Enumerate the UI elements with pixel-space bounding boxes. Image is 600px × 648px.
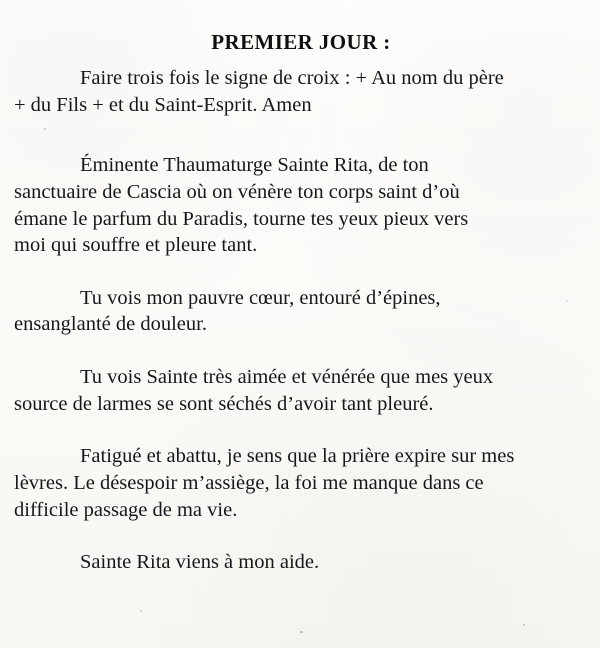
spacer — [14, 259, 588, 285]
spacer — [14, 55, 588, 65]
page-title: PREMIER JOUR : — [211, 30, 391, 54]
paragraph-line: lèvres. Le désespoir m’assiège, la foi me manque dans ce — [14, 472, 484, 495]
paragraph-invocation — [14, 152, 588, 259]
scan-speck — [300, 631, 303, 633]
spacer — [14, 523, 588, 549]
paragraph-fatigue — [14, 443, 588, 523]
paragraph-line: source de larmes se sont séchés d’avoir tant pleuré. — [14, 392, 434, 415]
paragraph-line: sanctuaire de Cascia où on vénère ton corps saint d’où — [14, 180, 460, 203]
paragraph-line: émane le parfum du Paradis, tourne tes yeux pieux vers — [14, 207, 469, 230]
paragraph-line: Fatigué et abattu, je sens que la prière expire sur mes — [80, 445, 515, 468]
paragraph-line: Tu vois Sainte très aimée et vénérée que mes yeux — [80, 366, 494, 389]
scan-speck — [566, 300, 568, 302]
paragraph-coeur — [14, 285, 588, 338]
paragraph-line: Sainte Rita viens à mon aide. — [80, 551, 320, 574]
spacer — [14, 338, 588, 364]
paragraph-line: Faire trois fois le signe de croix : + Au nom du père — [80, 67, 504, 89]
scan-speck — [44, 128, 46, 130]
paragraph-line: moi qui souffre et pleure tant. — [14, 234, 258, 257]
paragraph-appel — [14, 549, 588, 576]
paragraph-larmes — [14, 364, 588, 417]
spacer — [14, 118, 588, 152]
spacer — [14, 417, 588, 443]
paragraph-line: Tu vois mon pauvre cœur, entouré d’épines, — [80, 286, 441, 309]
paragraph-line: ensanglanté de douleur. — [14, 313, 207, 336]
paragraph-line: difficile passage de ma vie. — [14, 498, 238, 521]
document-body — [14, 0, 588, 648]
paragraph-intro — [14, 65, 588, 118]
scan-speck — [140, 610, 142, 612]
paragraph-line: + du Fils + et du Saint-Esprit. Amen — [14, 93, 312, 116]
scan-speck — [523, 624, 525, 626]
paragraph-line: Éminente Thaumaturge Sainte Rita, de ton — [80, 154, 429, 177]
